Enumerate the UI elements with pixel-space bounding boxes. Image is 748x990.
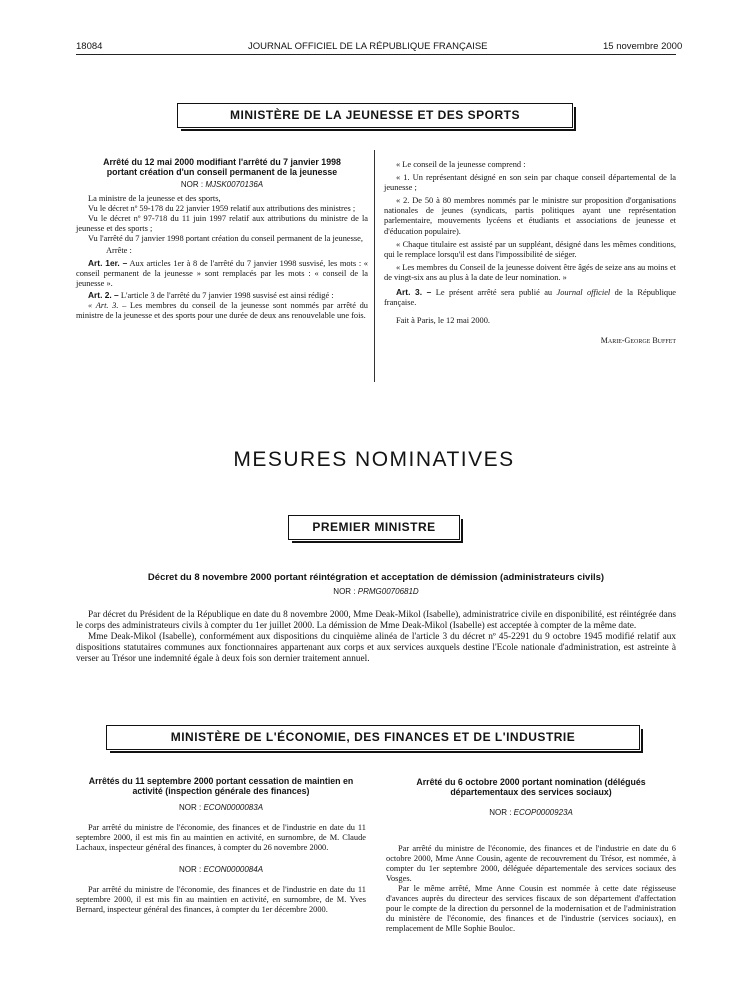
paragraph: « 2. De 50 à 80 membres nommés par le ministre sur proposition d'organisations nationales de jeunes (syndicats, partis politiques ayant une représentation parlementaire, mouvements lycéens et étudiants et associations de jeunesse et d'éducation populaire).: [384, 196, 676, 236]
article-3-quote: « Art. 3. – Les membres du conseil de la jeunesse sont nommés par arrêté du ministre de la jeunesse et des sports pour une durée de deux ans renouvelable une fois.: [76, 300, 368, 320]
ministry-heading-premier: [288, 515, 460, 540]
paragraph: Par arrêté du ministre de l'économie, des finances et de l'industrie en date du 11 septembre 2000, il est mis fin au maintien en activité, en surnombre, de M. Yves Bernard, inspecteur général des finances, à compter du 1er décembre 2000.: [76, 885, 366, 915]
ministry-heading-economie: [106, 725, 640, 750]
arrete-nomination-title: Arrêté du 6 octobre 2000 portant nomination (délégués départementaux des services sociaux): [416, 777, 646, 797]
arrete-title: Arrêté du 12 mai 2000 modifiant l'arrêté du 7 janvier 1998 portant création d'un conseil permanent de la jeunesse: [103, 157, 341, 177]
paragraph: « Le conseil de la jeunesse comprend :: [396, 160, 526, 169]
article-1: Art. 1er. – Aux articles 1er à 8 de l'arrêté du 7 janvier 1998 susvisé, les mots : « conseil permanent de la jeunesse » sont remplacés par les mots : « conseil de la jeunesse ».: [76, 258, 368, 289]
paragraph: Vu le décret nº 97-718 du 11 juin 1997 relatif aux attributions du ministre de la jeunesse et des sports ;: [76, 213, 368, 233]
section3-right-column: [386, 778, 676, 935]
paragraph: « 1. Un représentant désigné en son sein par chaque conseil départemental de la jeunesse ;: [384, 173, 676, 193]
nor-reference: NOR : ECOP0000923A: [489, 807, 573, 817]
paragraph: Vu l'arrêté du 7 janvier 1998 portant création du conseil permanent de la jeunesse,: [88, 234, 363, 244]
paragraph: Vu le décret nº 59-178 du 22 janvier 1959 relatif aux attributions des ministres ;: [88, 203, 356, 213]
column-divider: [374, 150, 375, 382]
paragraph: « Chaque titulaire est assisté par un suppléant, désigné dans les mêmes conditions, qui le remplace lorsqu'il est dans l'impossibilité de siéger.: [384, 239, 676, 259]
decret-title: Décret du 8 novembre 2000 portant réintégration et acceptation de démission (administrateurs civils): [147, 572, 605, 583]
arrete-label: Arrête :: [106, 246, 132, 256]
ministry-heading-economie-label: MINISTÈRE DE L'ÉCONOMIE, DES FINANCES ET DE L'INDUSTRIE: [170, 730, 576, 744]
paragraph: Par arrêté du ministre de l'économie, des finances et de l'industrie en date du 11 septembre 2000, il est mis fin au maintien en activité, en surnombre, de M. Claude Lachaux, inspecteur général des finances, à compter du 26 novembre 2000.: [76, 822, 366, 852]
section3-left-column: [76, 777, 366, 915]
header-rule: [76, 54, 676, 55]
nor-reference: NOR : ECON0000084A: [178, 864, 264, 874]
decret-body: [76, 610, 676, 665]
arretes-title: Arrêtés du 11 septembre 2000 portant cessation de maintien en activité (inspection générale des finances): [88, 776, 354, 796]
article-3: Art. 3. – Le présent arrêté sera publié au Journal officiel de la République française.: [384, 287, 677, 308]
paragraph: Mme Deak-Mikol (Isabelle), conformément aux dispositions du cinquième alinéa de l'article 3 du décret nº 45-2291 du 9 octobre 1945 modifié relatif aux dispositions statutaires communes aux fonctionnaires appartenant aux corps et aux services auxquels destine l'Ecole nationale d'administration, est astreinte à verser au Trésor une indemnité égale à deux fois son dernier traitement annuel.: [76, 632, 676, 664]
paragraph: Par arrêté du ministre de l'économie, des finances et de l'industrie en date du 6 octobre 2000, Mme Anne Cousin, agente de recouvrement du Trésor, est nommée, à compter du 1er septembre 2000, déléguée départementale des services sociaux des Vosges.: [386, 843, 676, 883]
nor-reference: NOR : ECON0000083A: [178, 802, 264, 812]
article-2: Art. 2. – L'article 3 de l'arrêté du 7 janvier 1998 susvisé est ainsi rédigé :: [88, 289, 334, 300]
nor-reference: NOR : PRMG0070681D: [333, 587, 419, 596]
paragraph: Par décret du Président de la République en date du 8 novembre 2000, Mme Deak-Mikol (Isabelle), administratrice civile en disponibilité, est réintégrée dans le corps des administrateurs civils à compter du 1er juillet 2000. La démission de Mme Deak-Mikol (Isabelle) est acceptée à compter de la même date.: [76, 610, 676, 631]
journal-title: JOURNAL OFFICIEL DE LA RÉPUBLIQUE FRANÇAISE: [248, 41, 488, 52]
paragraph: La ministre de la jeunesse et des sports,: [88, 193, 221, 203]
signature: Marie-George Buffet: [600, 336, 676, 346]
paragraph: « Les membres du Conseil de la jeunesse doivent être âgés de seize ans au moins et de vingt-six ans au plus à la date de leur nomination. »: [384, 262, 676, 282]
ministry-heading-premier-label: PREMIER MINISTRE: [312, 520, 436, 534]
fait-a-paris: Fait à Paris, le 12 mai 2000.: [396, 316, 490, 326]
issue-date: 15 novembre 2000: [603, 41, 683, 52]
page-number: 18084: [76, 41, 103, 52]
paragraph: Par le même arrêté, Mme Anne Cousin est nommée à cette date régisseuse d'avances auprès du directeur des services fiscaux de son département d'affectation pour le compte de la direction du personnel de la modernisation et de l'administration du ministère de l'économie, des finances et de l'industrie (services sociaux), en remplacement de Mlle Sophie Bouloc.: [386, 884, 676, 934]
ministry-heading-jeunesse: [177, 103, 573, 128]
section1-right-column: [384, 160, 676, 346]
mesures-nominatives-heading: MESURES NOMINATIVES: [233, 448, 515, 471]
ministry-heading-jeunesse-label: MINISTÈRE DE LA JEUNESSE ET DES SPORTS: [230, 108, 520, 122]
section1-left-column: [76, 158, 368, 321]
nor-reference: NOR : MJSK0070136A: [180, 179, 264, 189]
